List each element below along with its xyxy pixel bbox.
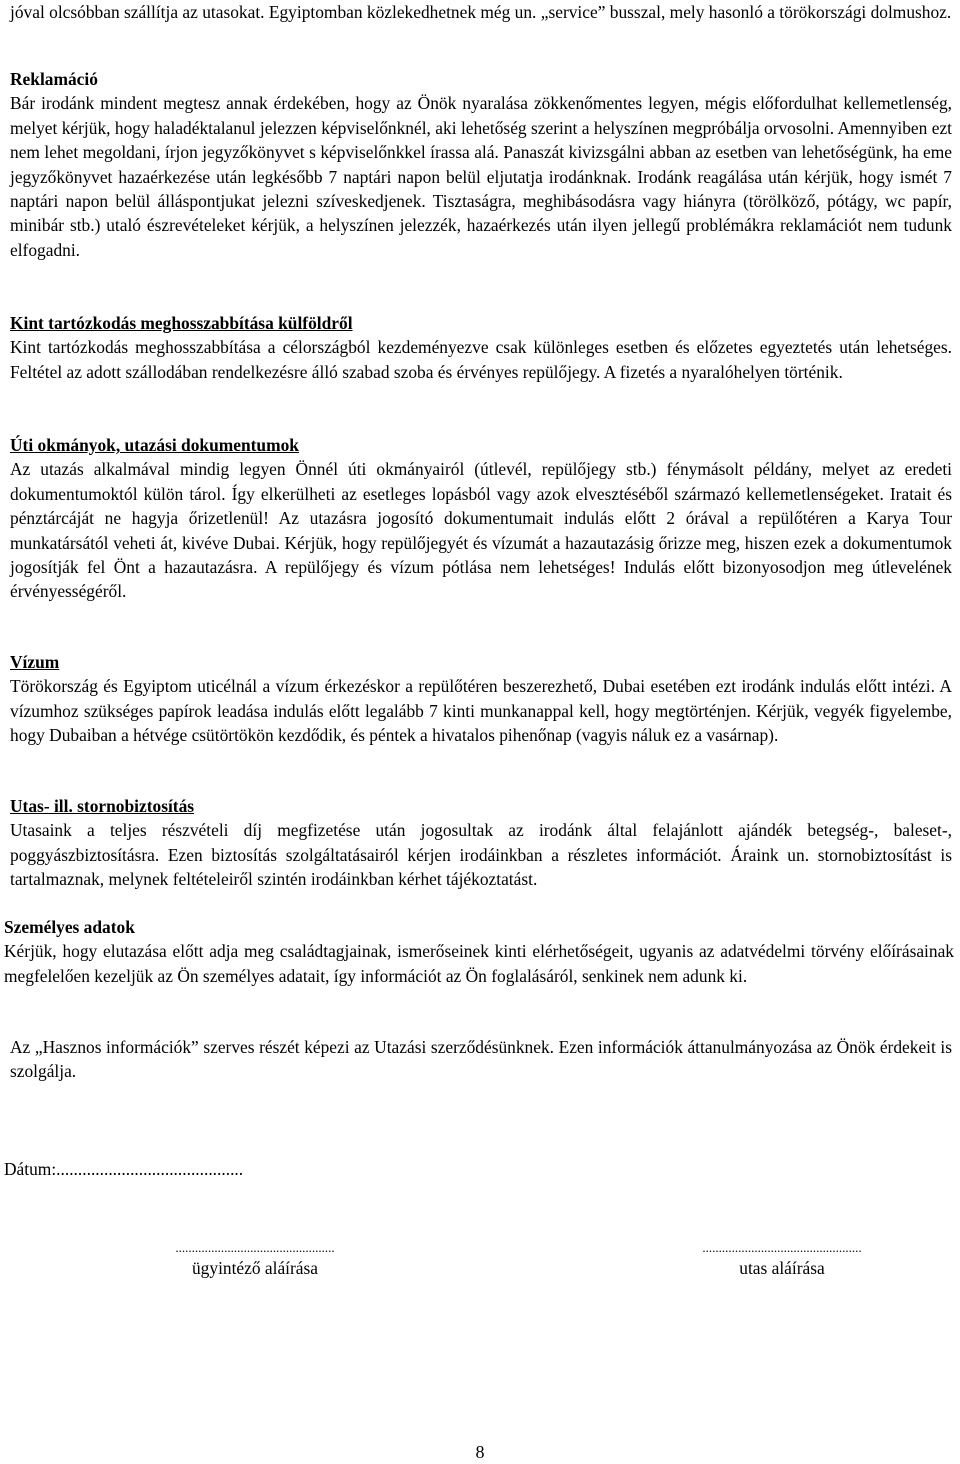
signature-left — [130, 1240, 380, 1280]
page-number: 8 — [475, 1442, 485, 1462]
section-body: Törökország és Egyiptom uticélnál a vízum érkezéskor a repülőtéren beszerezhető, Dubai esetében ezt irodánk indulás előtt intézi. A vízumhoz szükséges papírok leadása indulás előtt legalább 7 kinti munkanappal kell, hogy megtörténjen. Kérjük, vegyék figyelembe, hogy Dubaiban a hétvége csütörtökön kezdődik, és péntek a hivatalos pihenőnap (vagyis náluk ez a vasárnap). — [10, 676, 952, 746]
intro-text: jóval olcsóbban szállítja az utasokat. Egyiptomban közlekedhetnek még un. „service” busszal, mely hasonló a törökországi dolmushoz. — [10, 2, 952, 22]
section-body: Utasaink a teljes részvételi díj megfizetése után jogosultak az irodánk által felajánlott ajándék betegség-, baleset-, poggyászbiztosításra. Ezen biztosítás szolgáltatásairól kérjen irodáinkban a részletes információt. Áraink un. stornobiztosítást is tartalmaznak, melynek feltételeiről szintén irodáinkban kérhet tájékoztatást. — [10, 820, 952, 890]
section-body: Kérjük, hogy elutazása előtt adja meg családtagjainak, ismerőseinek kinti elérhetőségeit, ugyanis az adatvédelmi törvény előírásainak megfelelően kezeljük az Ön személyes adatait, így információt az Ön foglalásáról, senkinek nem adunk ki. — [4, 941, 954, 986]
section-utasbiztositas — [10, 794, 952, 892]
section-title: Reklamáció — [10, 69, 98, 89]
signature-right — [652, 1240, 912, 1280]
section-title: Utas- ill. stornobiztosítás — [10, 796, 195, 816]
signature-line: ................................................. — [702, 1240, 862, 1255]
section-body: Az utazás alkalmával mindig legyen Önnél úti okmányairól (útlevél, repülőjegy stb.) fénymásolt példány, melyet az eredeti dokumentumoktól külön tárol. Így elkerülheti az esetleges lopásból vagy azok elvesztéséből származó kellemetlenségeket. Iratait és pénztárcáját ne hagyja őrizetlenül! Az utazásra jogosító dokumentumait indulás előtt 2 órával a repülőtéren a Karya Tour munkatársától veheti át, kivéve Dubai. Kérjük, hogy repülőjegyét és vízumát a hazautazásig őrizze meg, hiszen ezek a dokumentumok jogosítják fel Önt a hazautazásra. A repülőjegy és vízum pótlása nem lehetséges! Indulás előtt bizonyosodjon meg útlevelének érvényességéről. — [10, 459, 952, 602]
section-title: Kint tartózkodás meghosszabbítása külföldről — [10, 313, 353, 333]
section-reklamacio — [10, 67, 952, 262]
section-body: Kint tartózkodás meghosszabbítása a célországból kezdeményezve csak különleges esetben és előzetes egyeztetés után lehetséges. Feltétel az adott szállodában rendelkezésre álló szabad szoba és érvényes repülőjegy. A fizetés a nyaralóhelyen történik. — [10, 337, 952, 382]
section-uti-okmanyok — [10, 433, 952, 604]
date-line — [4, 1157, 946, 1181]
section-title: Személyes adatok — [4, 917, 135, 937]
section-vizum — [10, 650, 952, 748]
date-label: Dátum:........................................... — [4, 1159, 244, 1179]
signature-label: utas aláírása — [739, 1258, 825, 1278]
section-szemelyes-adatok — [4, 915, 954, 988]
section-title: Vízum — [10, 652, 60, 672]
section-title: Úti okmányok, utazási dokumentumok — [10, 435, 299, 455]
intro-paragraph — [10, 0, 952, 24]
section-body: Bár irodánk mindent megtesz annak érdekében, hogy az Önök nyaralása zökkenőmentes legyen, mégis előfordulhat kellemetlenség, melyet kérjük, hogy haladéktalanul jelezzen képviselőnknél, aki lehetőség szerint a helyszínen megpróbálja orvosolni. Amennyiben ezt nem lehet megoldani, írjon jegyzőkönyvet s képviselőnkkel írassa alá. Panaszát kivizsgálni abban az esetben van lehetőségünk, ha eme jegyzőkönyvet hazaérkezése után legkésőbb 7 naptári napon belül eljutatja irodánknak. Irodánk reagálása után kérjük, hogy ismét 7 naptári napon belül álláspontjukat jelezni szíveskedjenek. Tisztaságra, meghibásodásra vagy hiányra (törölköző, pótágy, wc papír, minibár stb.) utaló észrevételeket kérjük, a helyszínen jelezzék, hazaérkezés után ilyen jellegű problémákra reklamációt nem tudunk elfogadni. — [10, 93, 952, 260]
closing-text: Az „Hasznos információk” szerves részét képezi az Utazási szerződésünknek. Ezen információk áttanulmányozása az Önök érdekeit is szolgálja. — [10, 1037, 952, 1082]
signature-line: ................................................. — [175, 1240, 335, 1255]
closing-paragraph — [10, 1035, 952, 1084]
signature-label: ügyintéző aláírása — [191, 1258, 319, 1278]
section-kint-tartozkodas — [10, 311, 952, 384]
